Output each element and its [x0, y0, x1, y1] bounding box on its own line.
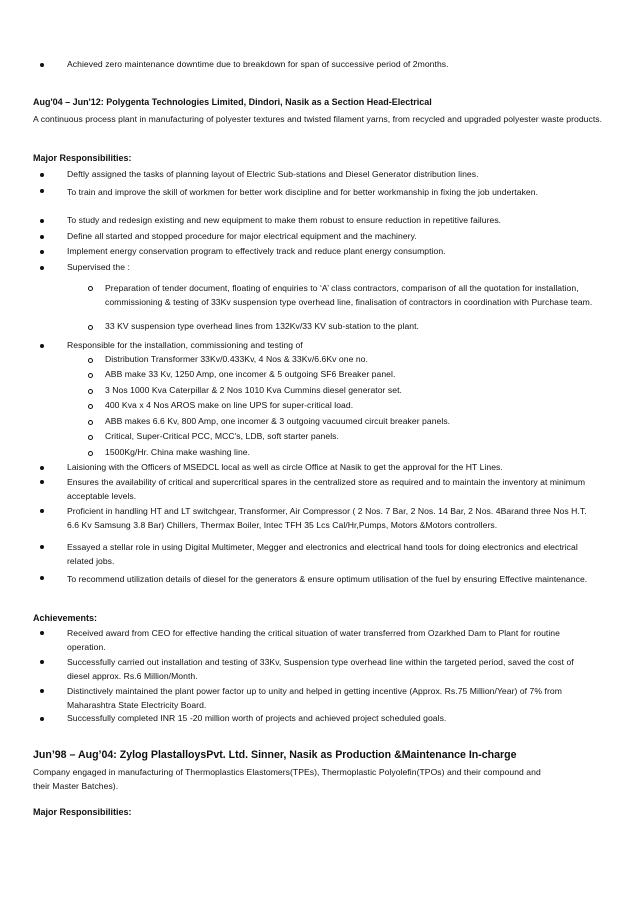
responsibility-item: To train and improve the skill of workmen for better work discipline and for better workmanship in fixing the job undertaken.: [67, 187, 539, 197]
intro-bullet-text: Achieved zero maintenance downtime due to breakdown for span of successive period of 2months.: [67, 59, 449, 69]
responsibility-item: Laisioning with the Officers of MSEDCL local as well as circle Office at Nasik to get the approval for the HT Lines.: [67, 462, 503, 472]
bullet-icon: [40, 266, 44, 270]
sub-bullet-icon: [88, 286, 93, 291]
bullet-icon: [40, 717, 44, 721]
bullet-icon: [40, 235, 44, 239]
bullet-icon: [40, 189, 44, 193]
responsibility-item: Deftly assigned the tasks of planning layout of Electric Sub-stations and Diesel Generator distribution lines.: [67, 169, 479, 179]
bullet-icon: [40, 576, 44, 580]
sub-bullet-icon: [88, 389, 93, 394]
bullet-icon: [40, 631, 44, 635]
responsibility-item: Ensures the availability of critical and supercritical spares in the centralized store as required and to maintain the inventory at minimum acceptable levels.: [67, 477, 586, 501]
zylog-responsibilities-title: Major Responsibilities:: [33, 807, 132, 817]
achievement-item: Distinctively maintained the plant power factor up to unity and helped in getting incentive (Approx. Rs.75 Million/Year) of 7% from Maharashtra State Electricity Board.: [67, 686, 562, 710]
sub-bullet-icon: [88, 451, 93, 456]
installation-item: 400 Kva x 4 Nos AROS make on line UPS for super-critical load.: [105, 400, 354, 410]
polygenta-description: A continuous process plant in manufacturing of polyester textures and twisted filament yarns, from recycled and upgraded polyester waste products.: [33, 114, 603, 124]
responsibility-item: Proficient in handling HT and LT switchgear, Transformer, Air Compressor ( 2 Nos. 7 Bar, 2 Nos. 14 Bar, 2 Nos. 4Barand three Nos H.T. 6.6 Kv Samsung 3.8 Bar) Chillers, Thermax Boiler, Intec TFH 35 Lcs Cal/Hr,Pumps, Motors &Motors controllers.: [67, 506, 587, 530]
installation-item: Distribution Transformer 33Kv/0.433Kv, 4 Nos & 33Kv/6.6Kv one no.: [105, 354, 368, 364]
zylog-job-heading: Jun’98 – Aug’04: Zylog PlastalloysPvt. Ltd. Sinner, Nasik as Production &Maintenance In-charge: [33, 749, 517, 761]
bullet-icon: [40, 63, 44, 67]
sub-bullet-icon: [88, 325, 93, 330]
bullet-icon: [40, 480, 44, 484]
responsibility-item: Implement energy conservation program to effectively track and reduce plant energy consumption.: [67, 246, 446, 256]
responsibility-item: Define all started and stopped procedure for major electrical equipment and the machinery.: [67, 231, 417, 241]
bullet-icon: [40, 545, 44, 549]
bullet-icon: [40, 660, 44, 664]
bullet-icon: [40, 344, 44, 348]
sub-bullet-icon: [88, 373, 93, 378]
installation-item: ABB make 33 Kv, 1250 Amp, one incomer & 5 outgoing SF6 Breaker panel.: [105, 369, 396, 379]
sub-bullet-icon: [88, 404, 93, 409]
installation-item: ABB makes 6.6 Kv, 800 Amp, one incomer & 3 outgoing vacuumed circuit breaker panels.: [105, 416, 451, 426]
installation-item: Critical, Super-Critical PCC, MCC's, LDB, soft starter panels.: [105, 431, 339, 441]
achievements-title: Achievements:: [33, 613, 98, 623]
installation-item: 1500Kg/Hr. China make washing line.: [105, 447, 251, 457]
bullet-icon: [40, 219, 44, 223]
polygenta-job-heading: Aug'04 – Jun'12: Polygenta Technologies Limited, Dindori, Nasik as a Section Head-Electrical: [33, 97, 432, 107]
supervised-item: 33 KV suspension type overhead lines from 132Kv/33 KV sub-station to the plant.: [105, 321, 419, 331]
installation-intro: Responsible for the installation, commissioning and testing of: [67, 340, 303, 350]
responsibility-item: Essayed a stellar role in using Digital Multimeter, Megger and electronics and electrical hand tools for doing electronics and electrical related jobs.: [67, 542, 578, 566]
bullet-icon: [40, 466, 44, 470]
bullet-icon: [40, 250, 44, 254]
bullet-icon: [40, 509, 44, 513]
responsibility-item: Supervised the :: [67, 262, 130, 272]
responsibility-item: To study and redesign existing and new equipment to make them robust to ensure reduction in repetitive failures.: [67, 215, 502, 225]
sub-bullet-icon: [88, 435, 93, 440]
achievement-item: Successfully completed INR 15 -20 million worth of projects and achieved project scheduled goals.: [67, 713, 447, 723]
responsibility-item: To recommend utilization details of diesel for the generators & ensure optimum utilisation of the fuel by ensuring Effective maintenance.: [67, 574, 588, 584]
polygenta-responsibilities-title: Major Responsibilities:: [33, 153, 132, 163]
zylog-description: Company engaged in manufacturing of Thermoplastics Elastomers(TPEs), Thermoplastic Polyolefin(TPOs) and their compound and their Master Batches).: [33, 767, 541, 791]
achievement-item: Successfully carried out installation and testing of 33Kv, Suspension type overhead line within the targeted period, saved the cost of diesel approx. Rs.6 Million/Month.: [67, 657, 574, 681]
sub-bullet-icon: [88, 420, 93, 425]
installation-item: 3 Nos 1000 Kva Caterpillar & 2 Nos 1010 Kva Cummins diesel generator set.: [105, 385, 402, 395]
sub-bullet-icon: [88, 358, 93, 363]
bullet-icon: [40, 173, 44, 177]
bullet-icon: [40, 689, 44, 693]
supervised-item: Preparation of tender document, floating of enquiries to ‘A’ class contractors, comparison of all the quotation for installation, commissioning & testing of 33Kv suspension type overhead line, finalisation of contractors in coordination with Purchase team.: [105, 283, 593, 307]
achievement-item: Received award from CEO for effective handing the critical situation of water transferred from Ozarkhed Dam to Plant for routine operation.: [67, 628, 560, 652]
